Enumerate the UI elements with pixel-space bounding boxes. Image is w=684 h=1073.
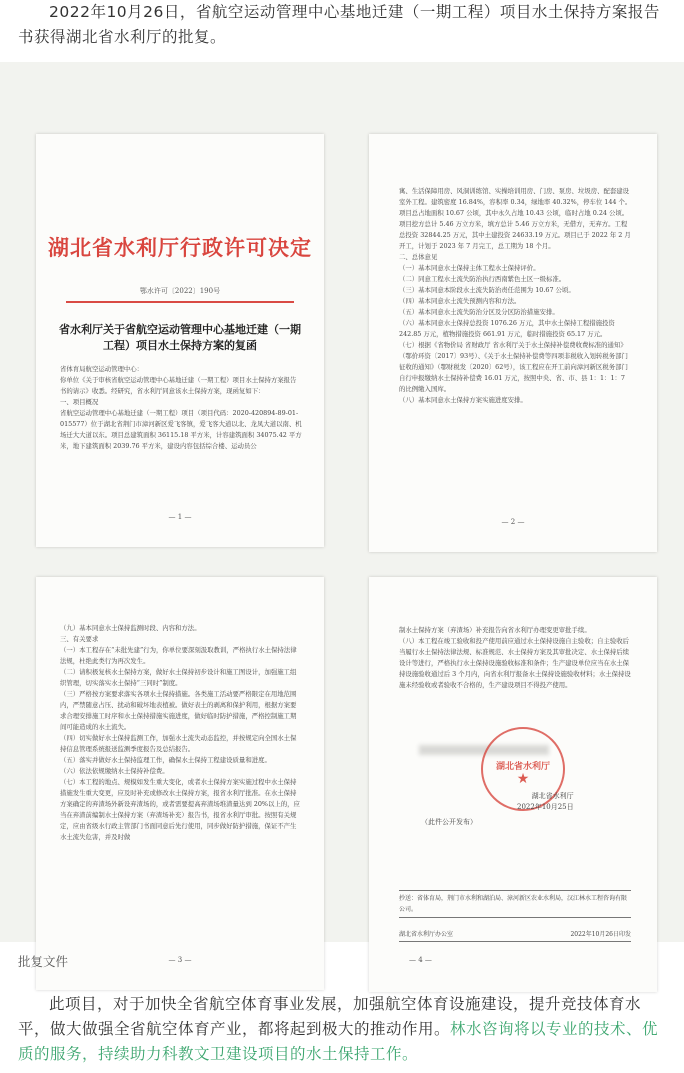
issuer: 湖北省水利厅办公室 bbox=[399, 931, 454, 938]
closing-highlight: 林水咨询将以专业的技术、优质的服务，持续助力科教文卫建设项目的水土保持工作。 bbox=[18, 1020, 659, 1063]
doc-page-2 bbox=[369, 134, 657, 552]
doc-page-3 bbox=[36, 577, 324, 990]
cc-list: 抄送：省体育局，荆门市水利和湖泊局、漳河新区农业水利局，汉江林水工程咨询有限公司。 bbox=[399, 890, 631, 918]
issue-footer bbox=[399, 929, 631, 942]
seal-text: 湖北省水利厅 bbox=[495, 762, 550, 772]
closing-paragraph bbox=[18, 992, 668, 1067]
red-divider bbox=[66, 301, 294, 303]
page-number: — 3 — bbox=[168, 956, 192, 964]
page-number: — 1 — bbox=[168, 513, 192, 521]
page-number: — 4 — bbox=[409, 956, 432, 964]
doc-page-1 bbox=[36, 134, 324, 547]
image-caption: 批复文件 bbox=[18, 954, 69, 969]
public-note: （此件公开发布） bbox=[421, 818, 477, 826]
page-body: 省体育局航空运动管理中心： 你单位《关于审核省航空运动管理中心基地迁建（一期工程）项目水土保持方案报告书的请示》收悉。经研究，省水利厅同意该水土保持方案，现函复如下： 一、项目概况 省航空运动管理中心基地迁建（一期工程）项目（项目代码：2020-420894-89-01-015577）位于湖北省荆门市漳河新区爱飞客镇，爱飞客大道以北、龙凤大道以南、机场迁大大道以东。项目总建筑面积 36115.18 平方米，计容建筑面积 34075.42 平方米，地下建筑面积 2039.76 平方米，建设内容包括综合楼、运动员公 bbox=[60, 365, 302, 450]
document-number: 鄂水许可〔2022〕190号 bbox=[139, 287, 221, 295]
page-body: 寓、生活保障用房、风洞训练馆、实操培训用房、门房、泵房、垃圾房、配套建设室外工程。建筑密度 16.84%，容积率 0.34，绿地率 40.32%，停车位 144 个。 项目总占地面积 10.67 公顷，其中永久占地 10.43 公顷，临时占地 0.24 公顷。项目挖方总计 5.46 万立方米，填方总计 5.46 万立方米，无借方，无弃方。工程总投资 32844.25 万元，其中土建投资 24633.19 万元。项目已于 2022 年 2 月开工，计划于 2023 年 7 月完工，总工期为 18 个月。 二、总体意见 （一）基本同意水土保持主体工程水土保持评价。 （二）同意工程水土流失防治执行西南紫色土区一级标准。 （三）基本同意本阶段水土流失防治责任范围为 10.67 公顷。 （四）基本同意水土流失预测内容和方法。 （五）基本同意水土流失防治分区及分区防治措施安排。 （六）基本同意水土保持总投资 1076.26 万元，其中水土保持工程措施投资 242.85 万元，植物措施投资 661.91 万元，临时措施投资 65.17 万元。 （七）根据《省物价局 省财政厅 省水利厅关于水土保持补偿费收费标准的通知》（鄂价环资〔2017〕93号）、《关于水土保持补偿费等四项非税收入划转税务部门征收的通知》（鄂财税发〔2020〕62号），该工程应在开工前向漳河新区税务部门自行申报缴纳水土保持补偿费 16.01 万元，按照中央、省、市、县 1：1：1：7 的比例缴入国库。 （八）基本同意水土保持方案实施进度安排。 bbox=[399, 187, 632, 404]
red-header-title: 湖北省水利厅行政许可决定 bbox=[48, 235, 312, 260]
page-body: （九）基本同意水土保持监测时段、内容和方法。 三、有关要求 （一）本工程存在“未批先建”行为，你单位要深刻汲取教训，严格执行水土保持法律法规，杜绝此类行为再次发生。 （二）请积极复核水土保持方案，做好水土保持初步设计和施工图设计，加强施工组织管理，切实落实水土保持“三同时”制度。 （三）严格按方案要求落实各项水土保持措施。各类施工活动要严格限定在用地范围内，严禁随意占压、扰动和破坏地表植被。做好表土的剥离和保护利用，根据方案要求合理安排施工时序和水土保持措施实施进度，做好临时防护措施，严格控制施工期间可能造成的水土流失。 （四）切实做好水土保持监测工作，加强水土流失动态监控，并按规定向全国水土保持信息管理系统报送监测季度报告及总结报告。 （五）落实并做好水土保持监理工作，确保水土保持工程建设质量和进度。 （六）依法依规缴纳水土保持补偿费。 （七）本工程的地点、规模如发生重大变化，或者水土保持方案实施过程中水土保持措施发生重大变更，应及时补充或修改水土保持方案，报省水利厅批准。在水土保持方案确定的弃渣场外新设弃渣场的，或者需要提高弃渣场堆渣量达到 20%以上的，应当在弃渣前编制水土保持方案（弃渣场补充）报告书，报省水利厅审批。按照有关规定，应由省级水行政主管部门书面同意后先行使用，同步做好防护措施，保证不产生水土流失危害，并及时做 bbox=[60, 624, 300, 841]
doc-page-4 bbox=[369, 577, 657, 992]
reply-title: 省水利厅关于省航空运动管理中心基地迁建（一期工程）项目水土保持方案的复函 bbox=[59, 323, 301, 352]
page-number: — 2 — bbox=[501, 518, 525, 526]
intro-paragraph: 2022年10月26日，省航空运动管理中心基地迁建（一期工程）项目水土保持方案报告书获得湖北省水利厅的批复。 bbox=[18, 3, 660, 46]
closing-text: 此项目，对于加快全省航空体育事业发展，加强航空体育设施建设，提升竞技体育水平，做大做强全省航空体育产业，都将起到极大的推动作用。 bbox=[18, 995, 642, 1038]
issue-date: 2022年10月26日印发 bbox=[570, 931, 631, 938]
seal-star-icon: ★ bbox=[516, 771, 530, 787]
signature-block: 湖北省水利厅 2022年10月25日 bbox=[517, 792, 574, 811]
page-body: 制水土保持方案（弃渣场）补充报告向省水利厅办理变更审批手续。 （八）本工程在竣工验收和投产使用前应通过水土保持设施自主验收；自主验收后当履行水土保持法律法规、标准规范、水土保持方案及其审批决定、水土保持后续设计等进行，严格执行水土保持设施验收标准和条件；生产建设单位应当在水土保持设施验收通过后 3 个月内，向省水利厅报备水土保持设施验收材料；水土保持设施未经验收或者验收不合格的，生产建设项目不得投产使用。 bbox=[399, 626, 631, 689]
